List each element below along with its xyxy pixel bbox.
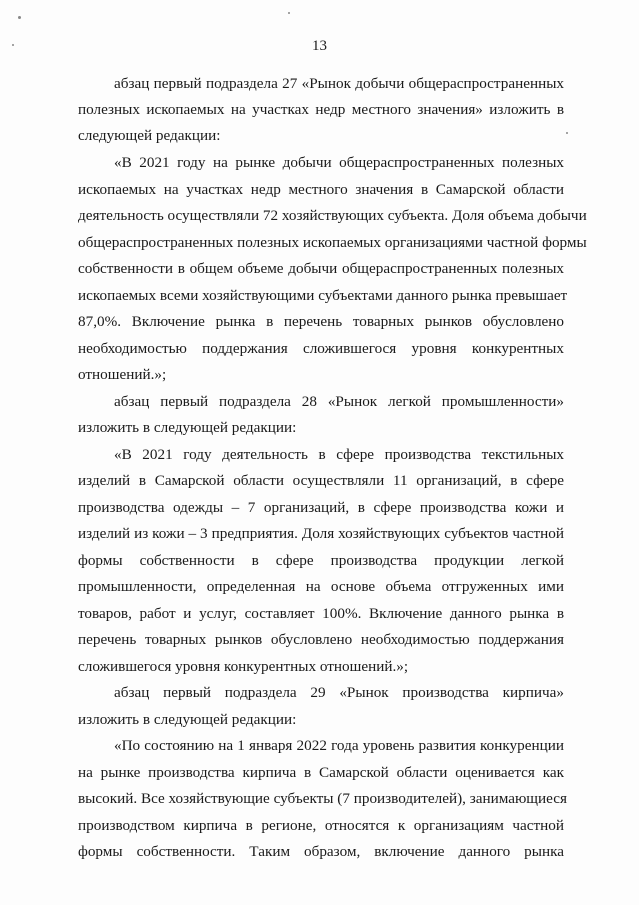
text-line: 87,0%. Включение рынка в перечень товарных рынков обусловлено — [78, 313, 564, 330]
text-line: формы собственности. Таким образом, включение данного рынка — [78, 843, 564, 860]
text-line: формы собственности в сфере производства продукции легкой — [78, 552, 564, 569]
text-line: изделий из кожи – 3 предприятия. Доля хозяйствующих субъектов частной — [78, 525, 564, 542]
text-line: промышленности, определенная на основе объема отгруженных ими — [78, 578, 564, 595]
text-line: высокий. Все хозяйствующие субъекты (7 производителей), занимающиеся — [78, 790, 567, 807]
text-line: «В 2021 году деятельность в сфере производства текстильных — [114, 446, 564, 463]
text-line: общераспространенных полезных ископаемых организациями частной формы — [78, 234, 587, 251]
text-line: изделий в Самарской области осуществляли 11 организаций, в сфере — [78, 472, 564, 489]
scan-speck — [566, 132, 568, 134]
text-line: абзац первый подраздела 29 «Рынок производства кирпича» — [114, 684, 564, 701]
text-line: отношений.»; — [78, 366, 167, 383]
text-line: товаров, работ и услуг, составляет 100%. Включение данного рынка в — [78, 605, 564, 622]
text-line: абзац первый подраздела 28 «Рынок легкой промышленности» — [114, 393, 564, 410]
text-line: изложить в следующей редакции: — [78, 419, 297, 436]
text-line: ископаемых всеми хозяйствующими субъектами данного рынка превышает — [78, 287, 568, 304]
text-line: на рынке производства кирпича в Самарской области оценивается как — [78, 764, 564, 781]
scan-speck — [288, 12, 290, 14]
text-line: деятельность осуществляли 72 хозяйствующих субъекта. Доля объема добычи — [78, 207, 587, 224]
page-number: 13 — [312, 38, 327, 54]
text-line: производством кирпича в регионе, относятся к организациям частной — [78, 817, 564, 834]
text-line: производства одежды – 7 организаций, в сфере производства кожи и — [78, 499, 564, 516]
text-line: перечень товарных рынков обусловлено необходимостью поддержания — [78, 631, 564, 648]
text-line: собственности в общем объеме добычи общераспространенных полезных — [78, 260, 564, 277]
text-line: «По состоянию на 1 января 2022 года уровень развития конкуренции — [114, 737, 564, 754]
scan-speck — [12, 44, 14, 46]
text-line: «В 2021 году на рынке добычи общераспространенных полезных — [114, 154, 564, 171]
text-line: полезных ископаемых на участках недр местного значения» изложить в — [78, 101, 564, 118]
text-line: абзац первый подраздела 27 «Рынок добычи общераспространенных — [114, 75, 564, 92]
scan-speck — [18, 16, 21, 19]
text-line: ископаемых на участках недр местного значения в Самарской области — [78, 181, 564, 198]
text-line: сложившегося уровня конкурентных отношений.»; — [78, 658, 409, 675]
text-line: необходимостью поддержания сложившегося уровня конкурентных — [78, 340, 564, 357]
text-line: следующей редакции: — [78, 127, 221, 144]
text-line: изложить в следующей редакции: — [78, 711, 297, 728]
